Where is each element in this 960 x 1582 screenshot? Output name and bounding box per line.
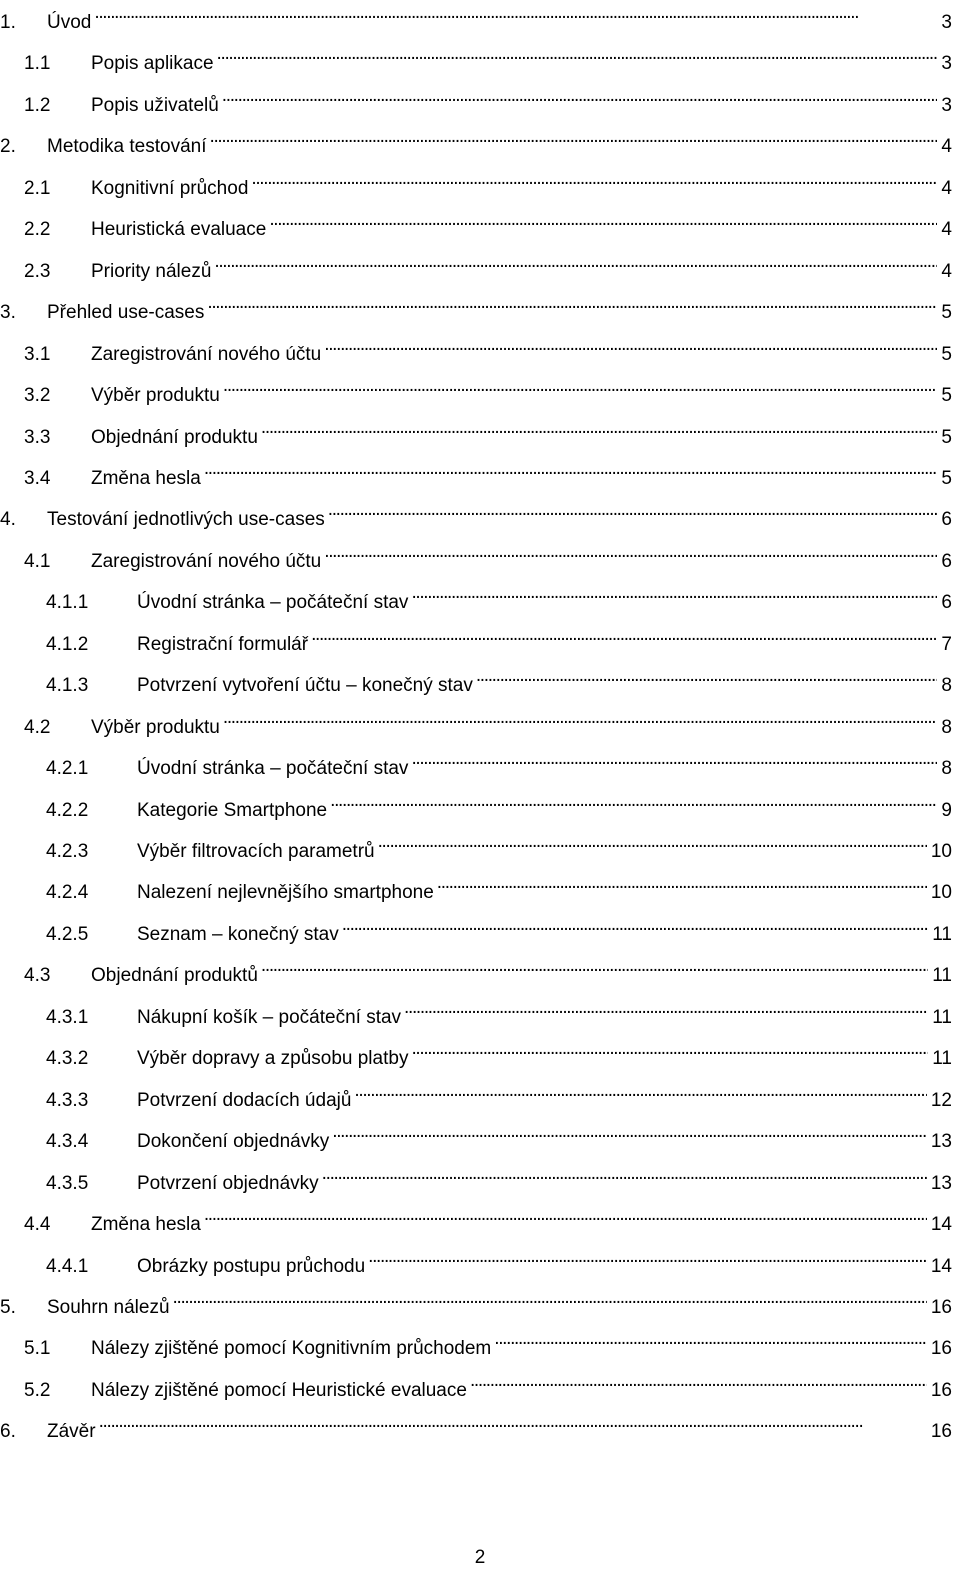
toc-entry-title: Změna hesla [91, 1214, 201, 1236]
toc-entry-title: Testování jednotlivých use-cases [47, 509, 325, 531]
toc-dot-leader [209, 122, 937, 152]
toc-dot-leader [378, 827, 927, 857]
toc-dot-leader [411, 744, 937, 774]
toc-entry-page: 16 [930, 1379, 952, 1401]
toc-entry-number: 3.3 [24, 426, 51, 448]
toc-entry[interactable] [0, 413, 952, 448]
toc-entry-title: Úvodní stránka – počáteční stav [137, 592, 409, 614]
toc-entry-page: 6 [941, 592, 952, 614]
toc-entry[interactable] [0, 1034, 952, 1070]
toc-entry[interactable] [0, 39, 952, 75]
toc-entry[interactable] [0, 1242, 952, 1277]
toc-entry-page: 13 [930, 1172, 952, 1194]
toc-entry-number: 4.1.3 [46, 675, 89, 697]
toc-entry-number: 3.2 [24, 385, 51, 407]
toc-entry[interactable] [0, 205, 952, 241]
toc-entry-page: 13 [930, 1131, 952, 1153]
toc-entry[interactable] [0, 744, 952, 780]
toc-dot-leader [99, 1407, 927, 1437]
toc-entry-page: 11 [932, 965, 952, 987]
toc-dot-leader [437, 868, 927, 898]
toc-entry-title: Závěr [47, 1421, 96, 1443]
toc-entry-number: 5.1 [24, 1338, 51, 1360]
toc-entry-title: Popis uživatelů [91, 94, 219, 116]
toc-entry-page: 14 [930, 1255, 952, 1277]
toc-entry-page: 5 [941, 426, 952, 448]
toc-entry-page: 10 [930, 841, 952, 862]
toc-entry[interactable] [0, 1324, 952, 1360]
toc-entry-number: 5.2 [24, 1379, 51, 1401]
toc-dot-leader [342, 910, 929, 940]
toc-dot-leader [214, 247, 937, 277]
toc-entry[interactable] [0, 703, 952, 738]
toc-entry-number: 4.2.1 [46, 758, 89, 780]
toc-entry-title: Potvrzení objednávky [137, 1172, 319, 1194]
toc-entry-title: Dokončení objednávky [137, 1131, 330, 1153]
toc-entry-number: 4.3.3 [46, 1089, 89, 1111]
toc-dot-leader [223, 703, 938, 733]
toc-entry[interactable] [0, 868, 952, 904]
toc-dot-leader [223, 371, 938, 401]
toc-dot-leader [332, 1117, 927, 1147]
toc-entry-number: 6. [0, 1421, 16, 1443]
toc-entry[interactable] [0, 620, 952, 655]
toc-entry-title: Výběr filtrovacích parametrů [137, 841, 375, 862]
toc-entry-number: 4.3.2 [46, 1048, 89, 1070]
toc-entry[interactable] [0, 247, 952, 282]
toc-entry-title: Přehled use-cases [47, 302, 205, 324]
toc-entry-number: 2.2 [24, 219, 51, 241]
toc-entry-title: Zaregistrování nového účtu [91, 343, 322, 365]
toc-entry-title: Kognitivní průchod [91, 177, 249, 199]
toc-entry[interactable] [0, 951, 952, 987]
toc-entry-page: 5 [941, 385, 952, 407]
toc-entry-number: 4.3.5 [46, 1172, 89, 1194]
toc-entry-title: Výběr produktu [91, 385, 220, 407]
toc-entry[interactable] [0, 578, 952, 614]
toc-entry[interactable] [0, 454, 952, 489]
toc-entry-number: 4.2 [24, 716, 51, 738]
toc-entry-page: 3 [941, 12, 952, 33]
toc-entry-number: 2.3 [24, 260, 51, 282]
toc-entry-title: Nákupní košík – počáteční stav [137, 1006, 402, 1028]
toc-entry-page: 8 [941, 675, 952, 697]
toc-entry-number: 4.4 [24, 1214, 51, 1236]
toc-dot-leader [494, 1324, 927, 1354]
toc-entry-number: 3.4 [24, 467, 51, 489]
toc-dot-leader [368, 1242, 927, 1272]
toc-entry-page: 4 [941, 177, 952, 199]
toc-entry-number: 4.4.1 [46, 1255, 89, 1277]
toc-entry-page: 16 [930, 1338, 952, 1360]
toc-dot-leader [322, 1159, 927, 1189]
toc-entry-title: Výběr produktu [91, 716, 220, 738]
toc-dot-leader [204, 454, 938, 484]
toc-dot-leader [261, 951, 928, 981]
toc-dot-leader [261, 413, 938, 443]
toc-entry-number: 1. [0, 12, 16, 33]
toc-entry-title: Objednání produktů [91, 965, 258, 987]
toc-entry-number: 4.2.4 [46, 882, 89, 904]
toc-entry-page: 8 [941, 758, 952, 780]
toc-dot-leader [354, 1076, 926, 1106]
toc-entry-title: Priority nálezů [91, 260, 212, 282]
toc-entry-number: 2.1 [24, 177, 51, 199]
toc-entry-number: 1.2 [24, 94, 51, 116]
toc-entry[interactable] [0, 371, 952, 407]
toc-entry-title: Výběr dopravy a způsobu platby [137, 1048, 409, 1070]
toc-entry-number: 4.2.2 [46, 799, 89, 821]
toc-entry-title: Nalezení nejlevnějšího smartphone [137, 882, 434, 904]
toc-entry[interactable] [0, 1117, 952, 1153]
toc-entry-number: 4.1.1 [46, 592, 89, 614]
toc-entry-title: Zaregistrování nového účtu [91, 550, 322, 572]
toc-entry-page: 12 [930, 1089, 952, 1111]
toc-entry[interactable] [0, 827, 952, 862]
toc-entry-title: Kategorie Smartphone [137, 799, 328, 821]
toc-dot-leader [311, 620, 937, 650]
toc-dot-leader [269, 205, 937, 235]
toc-entry-page: 8 [941, 716, 952, 738]
toc-entry-number: 4.1 [24, 550, 51, 572]
toc-entry-title: Heuristická evaluace [91, 219, 267, 241]
toc-dot-leader [324, 330, 937, 360]
toc-entry-number: 4. [0, 509, 16, 531]
toc-entry-page: 4 [941, 136, 952, 158]
toc-entry-page: 4 [941, 260, 952, 282]
toc-entry[interactable] [0, 661, 952, 697]
toc-dot-leader [173, 1283, 927, 1313]
toc-entry-page: 11 [932, 1048, 952, 1070]
toc-dot-leader [217, 39, 938, 69]
toc-entry-page: 10 [930, 882, 952, 904]
toc-entry[interactable] [0, 0, 952, 33]
toc-entry-page: 5 [941, 343, 952, 365]
toc-entry-page: 14 [930, 1214, 952, 1236]
toc-entry[interactable] [0, 1407, 952, 1443]
toc-entry-number: 4.2.5 [46, 923, 89, 945]
toc-entry-title: Objednání produktu [91, 426, 258, 448]
toc-entry[interactable] [0, 495, 952, 531]
toc-dot-leader [470, 1366, 927, 1396]
toc-entry-title: Úvod [47, 12, 92, 33]
toc-entry-title: Metodika testování [47, 136, 207, 158]
toc-entry[interactable] [0, 1283, 952, 1318]
toc-entry-page: 3 [941, 53, 952, 75]
toc-dot-leader [222, 81, 938, 111]
toc-entry-title: Potvrzení dodacích údajů [137, 1089, 352, 1111]
toc-entry[interactable] [0, 910, 952, 945]
toc-dot-leader [324, 537, 937, 567]
toc-entry-page: 5 [941, 302, 952, 324]
toc-entry-number: 3.1 [24, 343, 51, 365]
toc-dot-leader [204, 1200, 927, 1230]
toc-entry[interactable] [0, 1200, 952, 1236]
toc-entry[interactable] [0, 1366, 952, 1401]
toc-entry-number: 2. [0, 136, 16, 158]
toc-entry-title: Změna hesla [91, 467, 201, 489]
toc-entry-title: Nálezy zjištěné pomocí Kognitivním průchodem [91, 1338, 492, 1360]
toc-dot-leader [207, 288, 937, 318]
page-number: 2 [474, 1547, 486, 1568]
toc-entry-number: 5. [0, 1296, 16, 1318]
toc-dot-leader [404, 993, 928, 1023]
toc-dot-leader [411, 1034, 928, 1064]
toc-entry-title: Potvrzení vytvoření účtu – konečný stav [137, 675, 473, 697]
toc-entry-number: 3. [0, 302, 16, 324]
toc-entry-page: 5 [941, 467, 952, 489]
toc-entry[interactable] [0, 122, 952, 158]
toc-entry[interactable] [0, 786, 952, 821]
toc-entry-number: 4.3.4 [46, 1131, 89, 1153]
toc-entry-page: 11 [932, 923, 952, 945]
toc-dot-leader [476, 661, 938, 691]
toc-entry[interactable] [0, 537, 952, 572]
toc-entry-title: Úvodní stránka – počáteční stav [137, 758, 409, 780]
toc-entry-page: 6 [941, 550, 952, 572]
toc-dot-leader [411, 578, 937, 608]
toc-entry-title: Seznam – konečný stav [137, 923, 339, 945]
toc-dot-leader [94, 0, 937, 28]
toc-entry[interactable] [0, 81, 952, 116]
toc-entry-page: 16 [930, 1296, 952, 1318]
toc-dot-leader [251, 164, 937, 194]
toc-entry[interactable] [0, 164, 952, 199]
toc-entry-page: 3 [941, 94, 952, 116]
toc-entry-number: 4.3.1 [46, 1006, 89, 1028]
toc-entry-number: 4.3 [24, 965, 51, 987]
toc-entry-title: Popis aplikace [91, 53, 214, 75]
toc-entry[interactable] [0, 330, 952, 365]
toc-entry[interactable] [0, 1159, 952, 1194]
toc-entry-number: 4.2.3 [46, 841, 89, 862]
toc-entry-title: Souhrn nálezů [47, 1296, 170, 1318]
toc-entry-title: Obrázky postupu průchodu [137, 1255, 366, 1277]
toc-dot-leader [330, 786, 937, 816]
toc-entry-number: 1.1 [24, 53, 51, 75]
toc-entry-title: Nálezy zjištěné pomocí Heuristické evaluace [91, 1379, 467, 1401]
toc-dot-leader [328, 495, 938, 525]
toc-entry-page: 11 [932, 1006, 952, 1028]
toc-entry[interactable] [0, 1076, 952, 1111]
toc-entry-number: 4.1.2 [46, 633, 89, 655]
toc-entry-page: 6 [941, 509, 952, 531]
toc-entry-page: 9 [941, 799, 952, 821]
toc-entry[interactable] [0, 993, 952, 1028]
toc-entry-title: Registrační formulář [137, 633, 309, 655]
toc-entry-page: 7 [941, 633, 952, 655]
toc-entry[interactable] [0, 288, 952, 324]
toc-entry-page: 4 [941, 219, 952, 241]
toc-entry-page: 16 [930, 1421, 952, 1443]
